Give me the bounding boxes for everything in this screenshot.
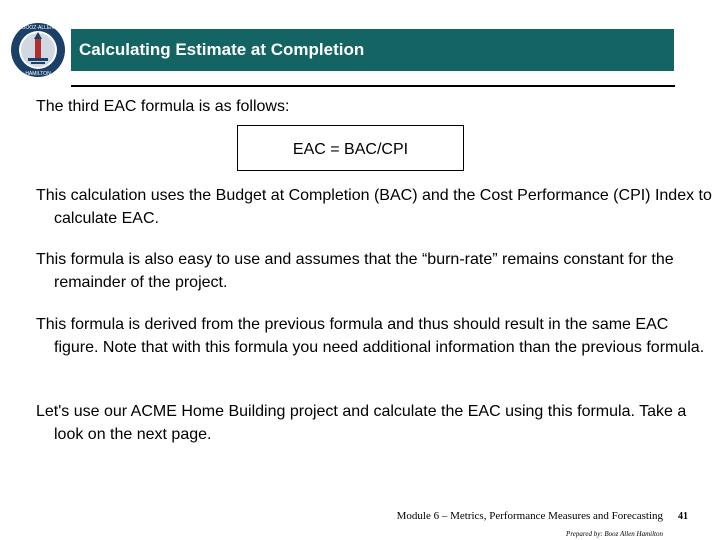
paragraph-burn-rate: This formula is also easy to use and assumes that the “burn-rate” remains constant for the remainder of the project. xyxy=(36,251,674,291)
formula-box xyxy=(237,125,464,171)
page-number: 41 xyxy=(678,511,688,522)
header-divider xyxy=(71,85,675,87)
booz-allen-hamilton-logo xyxy=(10,22,66,78)
footer-module: Module 6 – Metrics, Performance Measures and Forecasting xyxy=(396,510,663,522)
title-bar xyxy=(71,29,674,71)
formula-text: EAC = BAC/CPI xyxy=(292,141,409,158)
paragraph-bac-cpi: This calculation uses the Budget at Completion (BAC) and the Cost Performance (CPI) Index to calculate EAC. xyxy=(36,187,712,227)
paragraph-derived-formula: This formula is derived from the previous formula and thus should result in the same EAC figure. Note that with this formula you need additional information than the previous formula. xyxy=(36,316,705,356)
intro-text: The third EAC formula is as follows: xyxy=(36,98,290,115)
page-title: Calculating Estimate at Completion xyxy=(79,40,365,59)
paragraph-acme-example: Let's use our ACME Home Building project and calculate the EAC using this formula. Take a look on the next page. xyxy=(36,403,687,443)
svg-text:BOOZ·ALLEN: BOOZ·ALLEN xyxy=(22,25,54,31)
footer-prepared-by: Prepared by: Booz Allen Hamilton xyxy=(566,530,663,538)
svg-text:HAMILTON: HAMILTON xyxy=(25,71,51,77)
